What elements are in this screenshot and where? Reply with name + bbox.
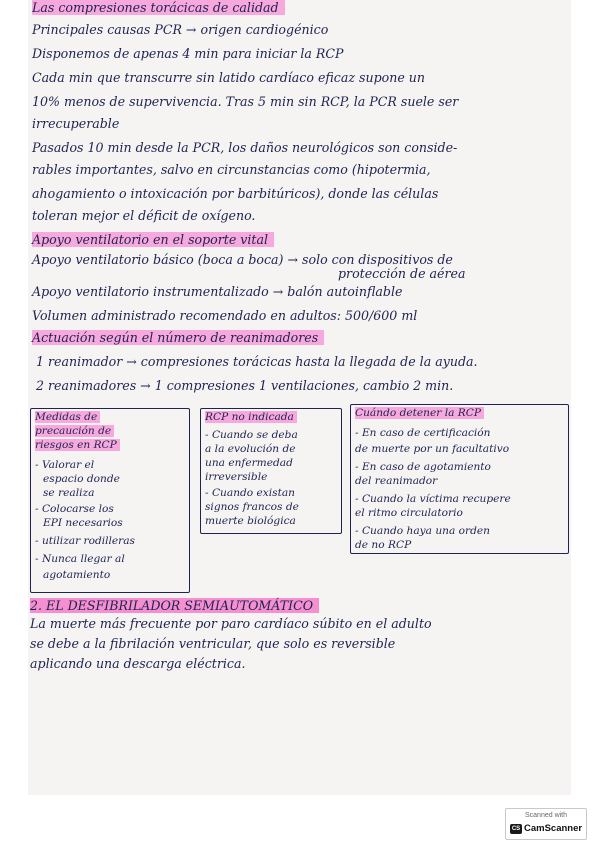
box-item: - utilizar rodilleras bbox=[35, 535, 135, 547]
box-item: a la evolución de bbox=[205, 443, 296, 455]
box-item: - Colocarse los bbox=[35, 503, 114, 515]
box-item: - Cuando haya una orden bbox=[355, 525, 490, 537]
text-line: protección de aérea bbox=[338, 266, 466, 281]
box-item: muerte biológica bbox=[205, 515, 296, 527]
box-item: - En caso de certificación bbox=[355, 427, 491, 439]
text-line: irrecuperable bbox=[32, 116, 120, 131]
box-item: de muerte por un facultativo bbox=[355, 443, 510, 455]
box-item: una enfermedad bbox=[205, 457, 293, 469]
text-line: La muerte más frecuente por paro cardíaco súbito en el adulto bbox=[30, 616, 432, 631]
text-line: 2 reanimadores → 1 compresiones 1 ventilaciones, cambio 2 min. bbox=[36, 378, 454, 393]
camscanner-logo-icon: CS bbox=[511, 826, 521, 832]
box-item: signos francos de bbox=[205, 501, 299, 513]
heading-ventilatory-support: Apoyo ventilatorio en el soporte vital bbox=[32, 232, 274, 248]
heading-section-2: 2. EL DESFIBRILADOR SEMIAUTOMÁTICO bbox=[30, 598, 319, 614]
box-title: precaución de bbox=[35, 425, 114, 438]
text-line: Apoyo ventilatorio básico (boca a boca) → solo con dispositivos de bbox=[32, 252, 453, 267]
text-line: 1 reanimador → compresiones torácicas hasta la llegada de la ayuda. bbox=[36, 354, 478, 369]
box-item: - Nunca llegar al bbox=[35, 553, 125, 565]
heading-rescuers: Actuación según el número de reanimadores bbox=[32, 330, 324, 346]
watermark-brand: CamScanner bbox=[524, 823, 583, 834]
text-line: rables importantes, salvo en circunstancias como (hipotermia, bbox=[32, 162, 431, 177]
text-line: toleran mejor el déficit de oxígeno. bbox=[32, 208, 256, 223]
box-item: - Cuando la víctima recupere bbox=[355, 493, 511, 505]
box-item: EPI necesarios bbox=[43, 517, 123, 529]
box-title: Medidas de bbox=[35, 411, 100, 424]
box-title: Cuándo detener la RCP bbox=[355, 407, 484, 420]
box-item: el ritmo circulatorio bbox=[355, 507, 463, 519]
box-item: del reanimador bbox=[355, 475, 438, 487]
box-rcp-not-indicated bbox=[200, 408, 342, 534]
box-item: - Cuando existan bbox=[205, 487, 296, 499]
box-when-stop-rcp bbox=[350, 404, 569, 554]
text-line: Volumen administrado recomendado en adultos: 500/600 ml bbox=[32, 308, 418, 323]
box-item: agotamiento bbox=[43, 569, 111, 581]
text-line: Principales causas PCR → origen cardiogénico bbox=[32, 22, 329, 37]
box-item: espacio donde bbox=[43, 473, 120, 485]
text-line: Apoyo ventilatorio instrumentalizado → balón autoinflable bbox=[32, 284, 403, 299]
box-title: RCP no indicada bbox=[205, 411, 297, 424]
box-item: irreversible bbox=[205, 471, 268, 483]
watermark-caption: Scanned with bbox=[524, 812, 568, 819]
text-line: Disponemos de apenas 4 min para iniciar la RCP bbox=[32, 46, 344, 61]
text-line: se debe a la fibrilación ventricular, que solo es reversible bbox=[30, 636, 396, 651]
notebook-page bbox=[28, 0, 571, 795]
text-line: Cada min que transcurre sin latido cardíaco eficaz supone un bbox=[32, 70, 426, 85]
text-line: aplicando una descarga eléctrica. bbox=[30, 656, 246, 671]
heading-compressions: Las compresiones torácicas de calidad bbox=[32, 0, 285, 16]
camscanner-watermark bbox=[505, 808, 587, 840]
box-item: - En caso de agotamiento bbox=[355, 461, 491, 473]
box-item: de no RCP bbox=[355, 539, 412, 551]
text-line: 10% menos de supervivencia. Tras 5 min sin RCP, la PCR suele ser bbox=[32, 94, 459, 109]
box-item: - Valorar el bbox=[35, 459, 95, 471]
box-title: riesgos en RCP bbox=[35, 439, 120, 452]
box-risk-measures bbox=[30, 408, 190, 593]
box-item: - Cuando se deba bbox=[205, 429, 298, 441]
text-line: Pasados 10 min desde la PCR, los daños neurológicos son conside- bbox=[32, 140, 458, 155]
box-item: se realiza bbox=[43, 487, 95, 499]
text-line: ahogamiento o intoxicación por barbitúricos), donde las células bbox=[32, 186, 439, 201]
